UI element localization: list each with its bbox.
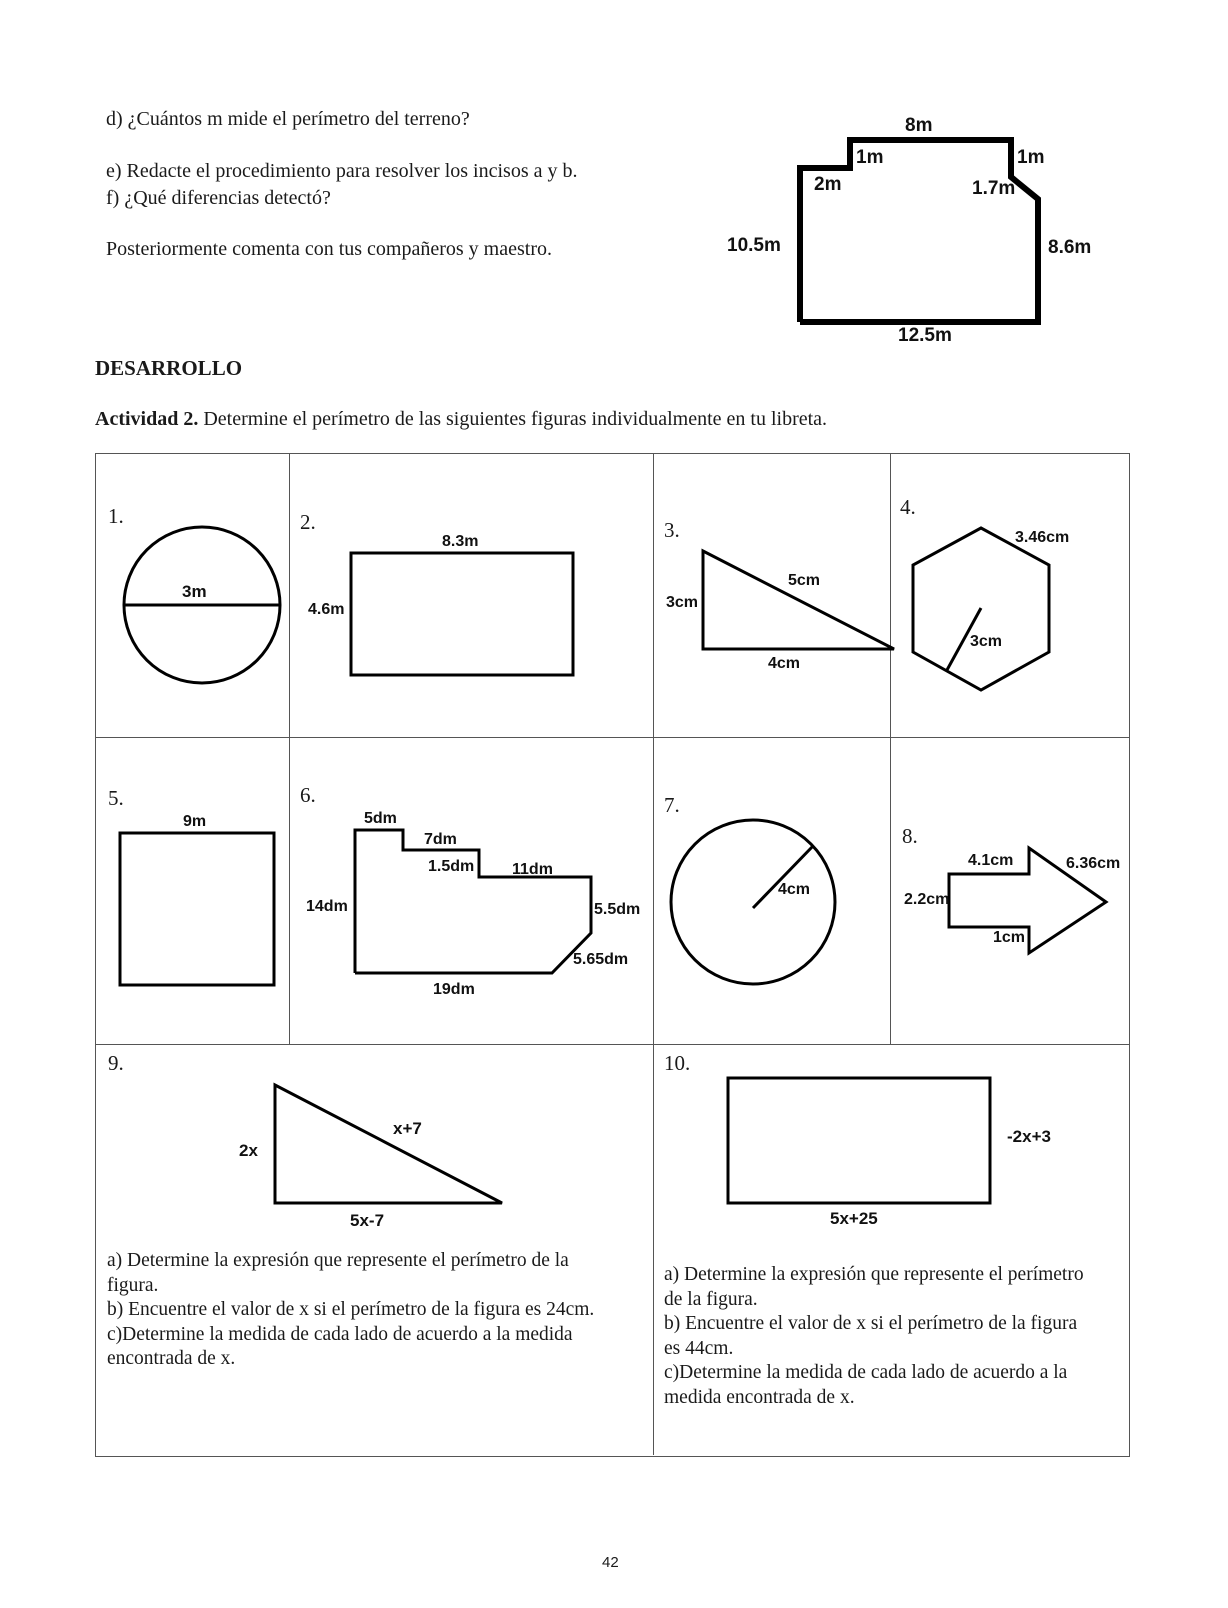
figure-9-question-a: a) Determine la expresión que represente el perímetro de la: [107, 1250, 569, 1271]
activity-text: Determine el perímetro de las siguientes figuras individualmente en tu libreta.: [198, 408, 828, 430]
figure-9-question-c: c)Determine la medida de cada lado de acuerdo a la medida: [107, 1323, 573, 1345]
figure-3-vertical-leg-label: 3cm: [666, 594, 699, 611]
figure-10-questions: [664, 1263, 1084, 1410]
figure-6-label-19dm: 19dm: [433, 981, 475, 998]
figure-3-horizontal-leg-label: 4cm: [768, 655, 801, 672]
figure-6-label-1-5dm: 1.5dm: [428, 858, 475, 875]
figure-6-label-11dm: 11dm: [512, 861, 553, 878]
figure-2-height-label: 4.6m: [308, 601, 345, 618]
figure-2-number: 2.: [300, 510, 316, 534]
question-f: f) ¿Qué diferencias detectó?: [106, 187, 331, 209]
figure-1-diameter-label: 3m: [182, 582, 207, 601]
figure-3-number: 3.: [664, 518, 680, 542]
page-number: 42: [602, 1554, 619, 1571]
figure-9-hypotenuse-label: x+7: [393, 1119, 422, 1138]
figure-6-label-5-5dm: 5.5dm: [594, 901, 641, 918]
figure-7-radius-label: 4cm: [778, 881, 811, 898]
figure-9-question-a-cont: figura.: [107, 1274, 159, 1296]
terrain-bottom-label: 12.5m: [898, 325, 952, 346]
figure-8-label-2-2cm: 2.2cm: [904, 891, 950, 908]
figure-10-number: 10.: [664, 1051, 691, 1075]
figure-4-number: 4.: [900, 495, 916, 519]
terrain-top-label: 8m: [905, 115, 933, 136]
figure-6-label-7dm: 7dm: [424, 831, 457, 848]
terrain-right-label: 8.6m: [1048, 237, 1092, 258]
figure-4-apothem-label: 3cm: [970, 633, 1003, 650]
figure-9-horizontal-leg-label: 5x-7: [350, 1211, 385, 1230]
figure-8-label-4-1cm: 4.1cm: [968, 852, 1014, 869]
question-e: e) Redacte el procedimiento para resolver los incisos a y b.: [106, 160, 578, 182]
figure-10-question-a-cont: de la figura.: [664, 1288, 758, 1310]
terrain-left-upper-label: 2m: [814, 174, 842, 195]
figure-6-label-5dm: 5dm: [364, 810, 397, 827]
figure-10-question-c: c)Determine la medida de cada lado de acuerdo a la: [664, 1362, 1068, 1383]
figure-9-question-b: b) Encuentre el valor de x si el perímetro de la figura es 24cm.: [107, 1299, 595, 1320]
terrain-step-left-label: 1m: [856, 147, 884, 168]
figure-5-side-label: 9m: [183, 813, 207, 830]
figure-8-number: 8.: [902, 824, 918, 848]
activity-label: Actividad 2.: [95, 408, 199, 430]
follow-up-note: Posteriormente comenta con tus compañeros y maestro.: [106, 238, 552, 260]
figure-7-number: 7.: [664, 793, 680, 817]
terrain-left-label: 10.5m: [727, 235, 781, 256]
figure-8-label-6-36cm: 6.36cm: [1066, 855, 1121, 872]
figure-8-label-1cm: 1cm: [993, 929, 1026, 946]
section-title: DESARROLLO: [95, 356, 243, 380]
figure-2-width-label: 8.3m: [442, 533, 479, 550]
terrain-diagonal-label: 1.7m: [972, 178, 1016, 199]
figure-1-number: 1.: [108, 504, 124, 528]
figure-9-number: 9.: [108, 1051, 124, 1075]
figure-5-number: 5.: [108, 786, 124, 810]
figure-10-question-b-cont: es 44cm.: [664, 1337, 734, 1359]
figure-3-hypotenuse-label: 5cm: [788, 572, 821, 589]
figure-10-question-c-cont: medida encontrada de x.: [664, 1386, 855, 1408]
figure-4-side-label: 3.46cm: [1015, 529, 1070, 546]
figure-10-question-b: b) Encuentre el valor de x si el perímetro de la figura: [664, 1313, 1078, 1334]
figure-9-vertical-leg-label: 2x: [239, 1141, 258, 1160]
figure-9-question-c-cont: encontrada de x.: [107, 1348, 236, 1369]
figure-6-label-14dm: 14dm: [306, 898, 348, 915]
question-d: d) ¿Cuántos m mide el perímetro del terreno?: [106, 108, 470, 130]
figure-10-width-label: 5x+25: [830, 1209, 878, 1228]
figure-10-height-label: -2x+3: [1007, 1127, 1051, 1146]
figure-6-label-5-65dm: 5.65dm: [573, 951, 629, 968]
figure-10-question-a: a) Determine la expresión que represente el perímetro: [664, 1264, 1084, 1285]
terrain-step-right-label: 1m: [1017, 147, 1045, 168]
figure-6-number: 6.: [300, 783, 316, 807]
